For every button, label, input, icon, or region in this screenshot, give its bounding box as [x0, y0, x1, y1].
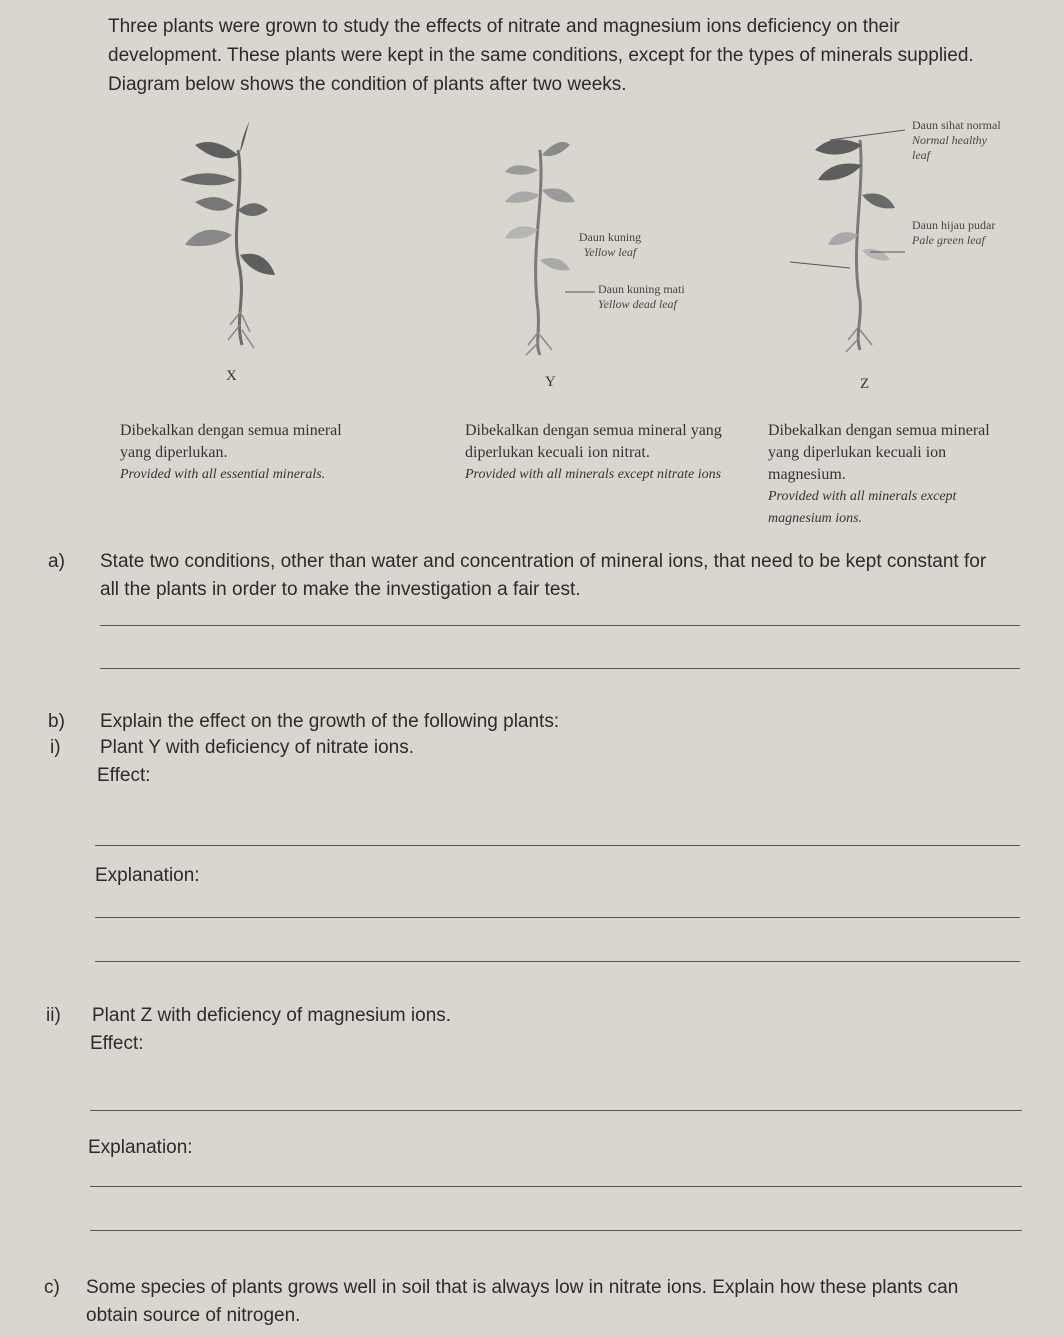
question-c-text: Some species of plants grows well in soil that is always low in nitrate ions. Explain how these plants can obtain source of nitrogen.: [86, 1277, 959, 1326]
question-c-number: c): [44, 1277, 60, 1298]
question-bii-text: Plant Z with deficiency of magnesium ions.: [92, 1005, 452, 1026]
question-bi-number: i): [50, 737, 61, 758]
answer-line[interactable]: [95, 917, 1020, 918]
answer-line[interactable]: [90, 1230, 1022, 1231]
question-bii-explanation-label: Explanation:: [88, 1137, 193, 1158]
plant-x-label: X: [226, 368, 237, 384]
plant-z-annotation-2: Daun hijau pudar Pale green leaf: [912, 218, 996, 247]
intro-text: Three plants were grown to study the effects of nitrate and magnesium ions deficiency on their development. These plants were kept in the same conditions, except for the types of minerals supplied. Diagram below shows the condition of plants after two weeks.: [108, 16, 974, 95]
question-a-text: State two conditions, other than water and concentration of mineral ions, that need to be kept constant for all the plants in order to make the investigation a fair test.: [100, 551, 987, 600]
plant-y-annotation-2: Daun kuning mati Yellow dead leaf: [598, 282, 685, 311]
answer-line[interactable]: [90, 1110, 1022, 1111]
answer-line[interactable]: [95, 845, 1020, 846]
question-bi-effect-label: Effect:: [97, 765, 151, 786]
question-bi-explanation-label: Explanation:: [95, 865, 200, 886]
question-bii-effect-label: Effect:: [90, 1033, 144, 1054]
plant-z-drawing: [815, 140, 895, 352]
plant-z-label: Z: [860, 376, 870, 392]
plant-x-drawing: [180, 120, 275, 348]
question-b-text: Explain the effect on the growth of the following plants:: [100, 711, 560, 732]
caption-x: Dibekalkan dengan semua mineral yang diperlukan. Provided with all essential minerals.: [120, 422, 342, 482]
answer-line[interactable]: [100, 625, 1020, 626]
plant-y-label: Y: [545, 374, 556, 390]
answer-line[interactable]: [100, 668, 1020, 669]
caption-y: Dibekalkan dengan semua mineral yang diperlukan kecuali ion nitrat. Provided with all minerals except nitrate ions: [465, 422, 722, 482]
answer-line[interactable]: [90, 1186, 1022, 1187]
question-bii-number: ii): [46, 1005, 61, 1026]
question-bi-text: Plant Y with deficiency of nitrate ions.: [100, 737, 415, 758]
answer-line[interactable]: [95, 961, 1020, 962]
question-a-number: a): [48, 551, 65, 572]
caption-z: Dibekalkan dengan semua mineral yang diperlukan kecuali ion magnesium. Provided with all minerals except magnesium ions.: [768, 422, 990, 526]
question-b-number: b): [48, 711, 65, 732]
plant-y-annotation-1: Daun kuning Yellow leaf: [578, 230, 642, 259]
plant-z-annotation-1: Daun sihat normal Normal healthy leaf: [912, 118, 1001, 162]
